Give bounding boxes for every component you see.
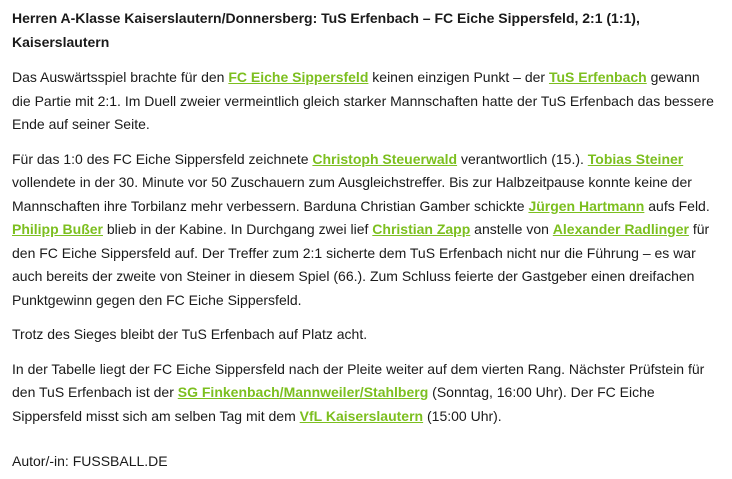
paragraph-text: gewann die Partie mit 2:1. Im Duell zweier vermeintlich gleich starker Mannschaften hatte der TuS Erfenbach das bessere Ende auf seiner Seite. bbox=[12, 69, 714, 132]
player-link-tobias-steiner[interactable]: Tobias Steiner bbox=[587, 150, 684, 167]
paragraph-text: (Sonntag, 16:00 Uhr). Der FC Eiche Sippersfeld misst sich am selben Tag mit dem bbox=[12, 384, 655, 424]
paragraph-text: Für das 1:0 des FC Eiche Sippersfeld zeichnete bbox=[12, 150, 313, 167]
team-link-fc-eiche-sippersfeld[interactable]: FC Eiche Sippersfeld bbox=[228, 69, 369, 85]
paragraph-intro bbox=[12, 66, 720, 137]
paragraph-text: (15:00 Uhr). bbox=[423, 407, 502, 424]
team-link-vfl-kaiserslautern[interactable]: VfL Kaiserslautern bbox=[299, 407, 424, 424]
paragraph-outlook bbox=[12, 358, 720, 429]
paragraph-text: keinen einzigen Punkt – der bbox=[368, 69, 549, 85]
paragraph-text: Trotz des Sieges bleibt der TuS Erfenbach auf Platz acht. bbox=[12, 326, 368, 342]
article-headline: Herren A-Klasse Kaiserslautern/Donnersberg: TuS Erfenbach – FC Eiche Sippersfeld, 2:1 (1:1), Kaiserslautern bbox=[12, 10, 640, 50]
player-link-christoph-steuerwald[interactable]: Christoph Steuerwald bbox=[312, 150, 458, 167]
player-link-christian-zapp[interactable]: Christian Zapp bbox=[372, 221, 471, 237]
paragraph-text: anstelle von bbox=[470, 221, 553, 237]
player-link-juergen-hartmann[interactable]: Jürgen Hartmann bbox=[528, 197, 645, 214]
team-link-sg-finkenbach[interactable]: SG Finkenbach/Mannweiler/Stahlberg bbox=[177, 384, 429, 400]
paragraph-text: vollendete in der 30. Minute vor 50 Zuschauern zum Ausgleichstreffer. Bis zur Halbzeitpause konnte keine der Mannschaften ihre Torbilanz mehr verbessern. Barduna Christian Gamber schickte bbox=[12, 174, 692, 214]
author-credit: Autor/-in: FUSSBALL.DE bbox=[12, 453, 168, 469]
paragraph-text: In der Tabelle liegt der FC Eiche Sippersfeld nach der Pleite weiter auf dem vierten Rang. Nächster Prüfstein für den TuS Erfenbach ist der bbox=[12, 360, 705, 400]
player-link-alexander-radlinger[interactable]: Alexander Radlinger bbox=[552, 221, 689, 237]
paragraph-match-report bbox=[12, 148, 720, 313]
player-link-philipp-busser[interactable]: Philipp Bußer bbox=[12, 221, 103, 237]
paragraph-text: aufs Feld. bbox=[644, 197, 710, 214]
paragraph-text: verantwortlich (15.). bbox=[457, 150, 588, 167]
paragraph-standing bbox=[12, 323, 720, 347]
paragraph-text: Das Auswärtsspiel brachte für den bbox=[12, 69, 229, 85]
paragraph-text: für den FC Eiche Sippersfeld auf. Der Treffer zum 2:1 sicherte dem TuS Erfenbach nicht nur die Führung – es war auch bereits der zweite von Steiner in diesem Spiel (66.). Zum Schluss feierte der Gastgeber einen dreifachen Punktgewinn gegen den FC Eiche Sippersfeld. bbox=[12, 221, 710, 308]
paragraph-text: blieb in der Kabine. In Durchgang zwei lief bbox=[103, 221, 373, 237]
team-link-tus-erfenbach[interactable]: TuS Erfenbach bbox=[548, 69, 647, 85]
